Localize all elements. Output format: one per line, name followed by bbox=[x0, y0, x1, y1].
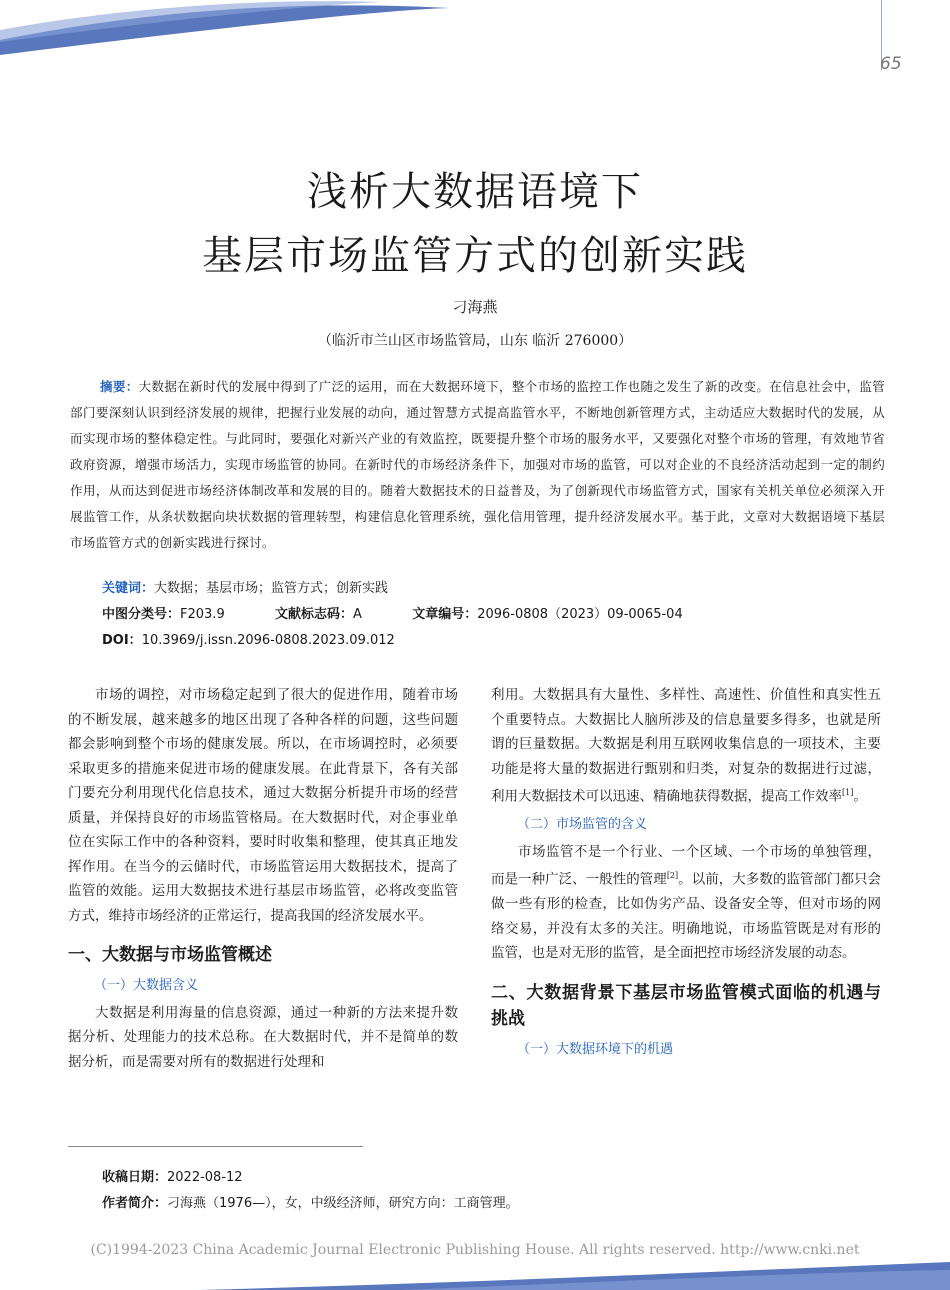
keywords-label: 关键词： bbox=[102, 581, 155, 596]
clc-value: F203.9 bbox=[180, 607, 225, 622]
section-heading-1: 一、大数据与市场监管概述 bbox=[68, 945, 272, 965]
classification-line bbox=[102, 603, 683, 622]
author-bio: 作者简介：刁海燕（1976—），女，中级经济师，研究方向：工商管理。 bbox=[102, 1196, 519, 1211]
doi-label: DOI： bbox=[102, 633, 142, 648]
body-right-column bbox=[491, 683, 881, 1064]
body-paragraph: 大数据是利用海量的信息资源，通过一种新的方法来提升数据分析、处理能力的技术总称。在大数据时代，并不是简单的数据分析，而是需要对所有的数据进行处理和 bbox=[68, 1004, 458, 1070]
article-number-value: 2096-0808（2023）09-0065-04 bbox=[477, 607, 683, 622]
section-heading-2: 二、大数据背景下基层市场监管模式面临的机遇与挑战 bbox=[491, 982, 881, 1029]
abstract-label: 摘要： bbox=[100, 379, 139, 394]
footnote-divider bbox=[68, 1146, 363, 1147]
author-affiliation: （临沂市兰山区市场监管局，山东 临沂 276000） bbox=[317, 333, 633, 349]
subsection-heading-1-1: （一）大数据含义 bbox=[94, 978, 199, 993]
body-paragraph-continued: 利用。大数据具有大量性、多样性、高速性、价值性和真实性五个重要特点。大数据比人脑所涉及的信息量要多得多，也就是所谓的巨量数据。大数据是利用互联网收集信息的一项技术，主要功能是将大量的数据进行甄别和归类，对复杂的数据进行过滤，利用大数据技术可以迅速、精确地获得数据，提高工作效率[1]。 bbox=[491, 687, 881, 805]
subsection-heading-1-2: （二）市场监管的含义 bbox=[517, 817, 648, 832]
subsection-heading-2-1: （一）大数据环境下的机遇 bbox=[517, 1041, 674, 1057]
received-date: 收稿日期：2022-08-12 bbox=[102, 1170, 243, 1185]
author-name: 刁海燕 bbox=[452, 298, 498, 316]
doc-code-label: 文献标志码： bbox=[275, 607, 354, 622]
keywords-text: 大数据；基层市场；监管方式；创新实践 bbox=[154, 581, 389, 596]
intro-paragraph: 市场的调控，对市场稳定起到了很大的促进作用，随着市场的不断发展，越来越多的地区出现了各种各样的问题，这些问题都会影响到整个市场的健康发展。所以，在市场调控时，必须要采取更多的措施来促进市场的健康发展。在此背景下，各有关部门要充分利用现代化信息技术，通过大数据分析提升市场的经营质量，并保持良好的市场监管格局。在大数据时代，对企事业单位在实际工作中的各种资料，要时时收集和整理，使其真正地发挥作用。在当今的云储时代，市场监管运用大数据技术，提高了监管的效能。运用大数据技术进行基层市场监管，必将改变监管方式，维持市场经济的正常运行，提高我国的经济发展水平。 bbox=[68, 687, 458, 924]
body-paragraph: 市场监管不是一个行业、一个区域、一个市场的单独管理，而是一种广泛、一般性的管理[2]。以前，大多数的监管部门都只会做一些有形的检查，比如伪劣产品、设备安全等，但对市场的网络交易，并没有太多的关注。明确地说，市场监管既是对有形的监管，也是对无形的监管，是全面把控市场经济发展的动态。 bbox=[491, 843, 882, 961]
page-number: 65 bbox=[880, 54, 902, 74]
clc-label: 中图分类号： bbox=[102, 607, 181, 622]
body-left-column bbox=[68, 683, 458, 1074]
footer-wave-decoration bbox=[0, 1262, 950, 1290]
doc-code-value: A bbox=[353, 607, 362, 622]
header-wave-decoration bbox=[0, 0, 950, 60]
title-line-2: 基层市场监管方式的创新实践 bbox=[202, 233, 748, 279]
citation-ref-2: [2] bbox=[666, 871, 679, 880]
copyright-notice: (C)1994-2023 China Academic Journal Electronic Publishing House. All rights reserved. http://www.cnki.net bbox=[90, 1242, 860, 1258]
citation-ref-1: [1] bbox=[842, 788, 854, 797]
doi-line bbox=[102, 629, 395, 648]
abstract bbox=[70, 374, 885, 556]
abstract-text: 大数据在新时代的发展中得到了广泛的运用，而在大数据环境下，整个市场的监控工作也随之发生了新的改变。在信息社会中，监管部门要深刻认识到经济发展的规律，把握行业发展的动向，通过智慧方式提高监管水平，不断地创新管理方式，主动适应大数据时代的发展，从而实现市场的整体稳定性。与此同时，要强化对新兴产业的有效监控，既要提升整个市场的服务水平，又要强化对整个市场的管理，有效地节省政府资源，增强市场活力，实现市场监管的协同。在新时代的市场经济条件下，加强对市场的监管，可以对企业的不良经济活动起到一定的制约作用，从而达到促进市场经济体制改革和发展的目的。随着大数据技术的日益普及，为了创新现代市场监管方式，国家有关机关单位必须深入开展监管工作，从条状数据向块状数据的管理转型，构建信息化管理系统，强化信用管理，提升经济发展水平。基于此，文章对大数据语境下基层市场监管方式的创新实践进行探讨。 bbox=[70, 379, 886, 550]
title-line-1: 浅析大数据语境下 bbox=[307, 169, 643, 215]
article-number-label: 文章编号： bbox=[412, 607, 478, 622]
doi-value: 10.3969/j.issn.2096-0808.2023.09.012 bbox=[141, 633, 395, 648]
keywords bbox=[102, 577, 388, 596]
